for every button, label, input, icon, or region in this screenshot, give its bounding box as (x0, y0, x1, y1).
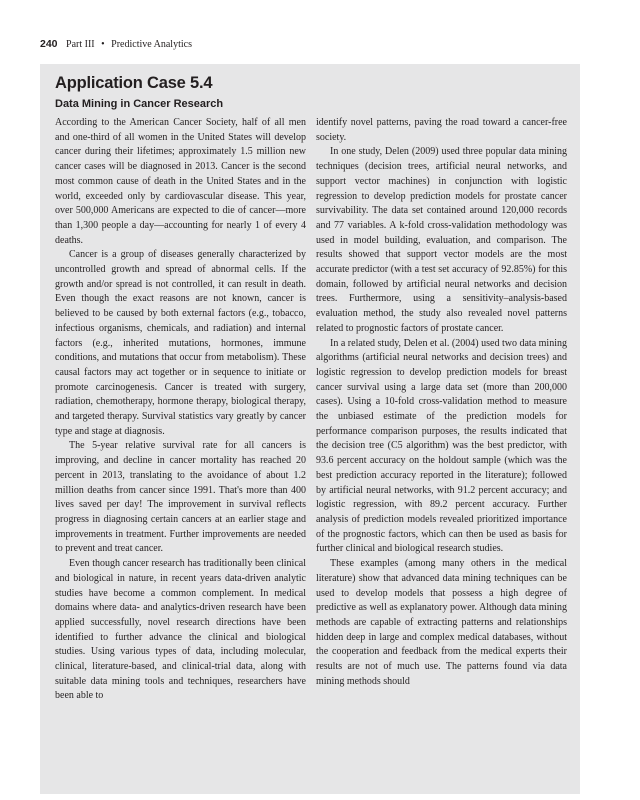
paragraph: In a related study, Delen et al. (2004) used two data mining algorithms (artificial neural networks and decision trees) and logistic regression to develop prediction models for breast cancer survival using a large data set (more than 200,000 cases). Using a 10-fold cross-validation method to measure the unbiased estimate of the prediction models for performance comparison purposes, the results indicated that the decision tree (C5 algorithm) was the best predictor, with 93.6 percent accuracy on the holdout sample (which was the best prediction accuracy reported in the literature); followed by artificial neural networks, with 91.2 percent accuracy; and logistic regression, with 89.2 percent accuracy. Further analysis of prediction models revealed prioritized importance of the prognostic factors, which can then be used as basis for further clinical and biological research studies. (316, 337, 567, 555)
paragraph: Cancer is a group of diseases generally characterized by uncontrolled growth and spread of abnormal cells. If the growth and/or spread is not controlled, it can result in death. Even though the exact reasons are not known, cancer is believed to be caused by both external factors (e.g., tobacco, infectious organisms, chemicals, and radiation) and internal factors (e.g., inherited mutations, hormones, immune conditions, and mutations that occur from metabolism). These causal factors may act together or in sequence to initiate or promote carcinogenesis. Cancer is treated with surgery, radiation, chemotherapy, hormone therapy, biological therapy, and targeted therapy. Survival statistics vary greatly by cancer type and stage at diagnosis. (55, 249, 306, 437)
page-number: 240 (40, 38, 58, 50)
paragraph: These examples (among many others in the medical literature) show that advanced data mining techniques can be used to develop models that possess a high degree of predictive as well as explanatory power. Although data mining methods are capable of extracting patterns and relationships hidden deep in large and complex medical databases, without the cooperation and feedback from the medical experts their results are not of much use. The patterns found via data mining methods should (316, 558, 567, 687)
case-subtitle: Data Mining in Cancer Research (55, 98, 224, 110)
case-title: Application Case 5.4 (55, 74, 213, 92)
paragraph: In one study, Delen (2009) used three popular data mining techniques (decision trees, artificial neural networks, and support vector machines) in conjunction with logistic regression to develop prediction models for prostate cancer survivability. The data set contained around 120,000 records and 77 variables. A k-fold cross-validation methodology was used in model building, evaluation, and comparison. The results showed that support vector models are the most accurate predictor (with a test set accuracy of 92.85%) for this domain, followed by artificial neural networks and decision trees. Furthermore, using a sensitivity–analysis-based evaluation method, the study also revealed novel patterns related to prognostic factors of prostate cancer. (316, 146, 567, 334)
paragraph: The 5-year relative survival rate for all cancers is improving, and decline in cancer mortality has reached 20 percent in 2013, translating to the avoidance of about 1.2 million deaths from cancer since 1991. That's more than 400 lives saved per day! The improvement in survival reflects progress in diagnosing certain cancers at an earlier stage and improvements in treatment. Further improvements are needed to prevent and treat cancer. (55, 440, 306, 555)
section-label: Predictive Analytics (111, 39, 192, 50)
running-head (40, 38, 192, 50)
paragraph: Even though cancer research has traditionally been clinical and biological in nature, in recent years data-driven analytic studies have become a common complement. In medical domains where data- and analytics-driven research have been applied successfully, novel research directions have been identified to further advance the clinical and biological studies. Using various types of data, including molecular, clinical, literature-based, and clinical-trial data, along with suitable data mining tools and techniques, researchers have been able to (55, 558, 306, 702)
paragraph: According to the American Cancer Society, half of all men and one-third of all women in the United States will develop cancer during their lifetimes; approximately 1.5 million new cancer cases will be diagnosed in 2013. Cancer is the second most common cause of death in the United States and in the world, exceeded only by cardiovascular disease. This year, over 500,000 Americans are expected to die of cancer—more than 1,300 people a day—accounting for nearly 1 of every 4 deaths. (55, 117, 306, 246)
part-label: Part III (66, 39, 95, 50)
paragraph: identify novel patterns, paving the road toward a cancer-free society. (316, 117, 567, 143)
left-column (55, 116, 306, 704)
right-column (316, 116, 567, 689)
header-separator: • (101, 39, 105, 50)
application-case-box (40, 64, 580, 794)
